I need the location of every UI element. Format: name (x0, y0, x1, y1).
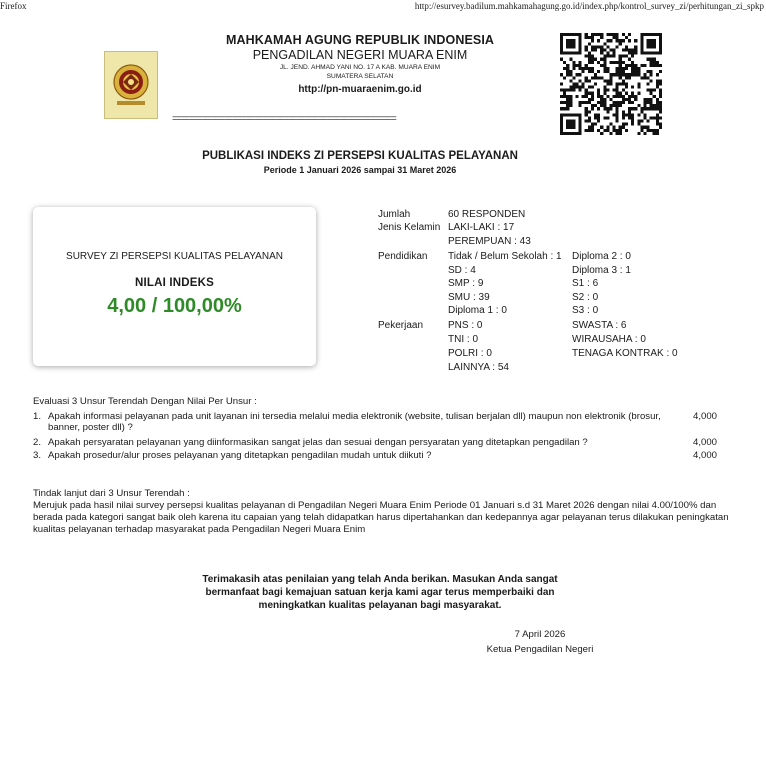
evaluation-question: Apakah prosedur/alur proses pelayanan yang ditetapkan pengadilan mudah untuk diikuti ? (48, 450, 432, 462)
signature-date: 7 April 2026 (514, 629, 566, 640)
gender-label: Jenis Kelamin (378, 222, 441, 233)
occupation-item: SWASTA : 6 (572, 320, 627, 331)
thanks-line: Terimakasih atas penilaian yang telah Anda berikan. Masukan Anda sangat (202, 574, 558, 585)
follow-up-section (33, 488, 733, 536)
thank-you-message (150, 573, 610, 612)
occupation-item: LAINNYA : 54 (448, 362, 509, 373)
evaluation-question: Apakah persyaratan pelayanan yang diinformasikan sangat jelas dan sesuai dengan persyaratan yang ditetapkan pengadilan ? (48, 436, 588, 448)
evaluation-item (33, 450, 733, 462)
education-item: SMP : 9 (448, 278, 484, 289)
evaluation-score: 4,000 (693, 450, 718, 462)
follow-up-heading: Tindak lanjut dari 3 Unsur Terendah : (33, 488, 190, 499)
occupation-item: TENAGA KONTRAK : 0 (572, 348, 678, 359)
jumlah-label: Jumlah (378, 209, 411, 220)
report-title: PUBLIKASI INDEKS ZI PERSEPSI KUALITAS PELAYANAN (202, 150, 518, 162)
court-province: SUMATERA SELATAN (326, 73, 394, 80)
court-address: JL. JEND. AHMAD YANI NO. 17 A KAB. MUARA ENIM (279, 64, 441, 71)
court-website: http://pn-muaraenim.go.id (298, 84, 422, 95)
jumlah-value: 60 RESPONDEN (448, 209, 526, 220)
index-value: 4,00 / 100,00% (107, 295, 242, 317)
evaluation-number: 1. (33, 410, 42, 422)
signature-block (440, 627, 640, 657)
education-item: Diploma 1 : 0 (448, 305, 507, 316)
gender-female: PEREMPUAN : 43 (448, 236, 531, 247)
education-item: SMU : 39 (448, 292, 490, 303)
evaluation-question: Apakah informasi pelayanan pada unit layanan ini tersedia melalui media elektronik (website, tulisan berjalan dll) maupun non elektronik (brosur, banner, poster dll) ? (48, 410, 661, 434)
thanks-line: meningkatkan kualitas pelayanan bagi masyarakat. (258, 600, 502, 611)
institution-name: MAHKAMAH AGUNG REPUBLIK INDONESIA (225, 33, 495, 47)
letterhead-divider: ==================================================== (172, 114, 396, 124)
evaluation-item (33, 437, 733, 449)
occupation-item: TNI : 0 (448, 334, 479, 345)
evaluation-score: 4,000 (693, 410, 718, 422)
education-item: S3 : 0 (572, 305, 599, 316)
gender-male: LAKI-LAKI : 17 (448, 222, 515, 233)
report-period: Periode 1 Januari 2026 sampai 31 Maret 2026 (263, 165, 457, 175)
evaluation-number: 3. (33, 450, 42, 462)
occupation-item: WIRAUSAHA : 0 (572, 334, 646, 345)
occupation-item: PNS : 0 (448, 320, 483, 331)
lowest-elements-evaluation (33, 396, 733, 462)
occupation-item: POLRI : 0 (448, 348, 492, 359)
education-item: Diploma 3 : 1 (572, 265, 631, 276)
education-item: Tidak / Belum Sekolah : 1 (448, 251, 562, 262)
page-url: http://esurvey.badilum.mahkamahagung.go.id/index.php/kontrol_survey_zi/perhitungan_zi_spkp (414, 1, 764, 11)
browser-name: Firefox (0, 1, 27, 11)
education-item: S1 : 6 (572, 278, 599, 289)
evaluation-score: 4,000 (693, 436, 718, 448)
evaluation-heading: Evaluasi 3 Unsur Terendah Dengan Nilai Per Unsur : (33, 396, 257, 407)
evaluation-number: 2. (33, 436, 42, 448)
education-item: SD : 4 (448, 265, 476, 276)
follow-up-body: Merujuk pada hasil nilai survey persepsi kualitas pelayanan di Pengadilan Negeri Muara Enim Periode 01 Januari s.d 31 Maret 2026 dengan nilai 4.00/100% dan berada pada kategori sangat baik oleh karena itu capaian yang telah didapatkan harus dipertahankan dan kedepannya agar pelayanan terus dilakukan peningkatan kualitas pelayanan terhadap masyarakat pada Pengadilan Negeri Muara Enim (33, 500, 729, 535)
survey-label: SURVEY ZI PERSEPSI KUALITAS PELAYANAN (66, 251, 283, 262)
occupation-label: Pekerjaan (378, 320, 424, 331)
index-label: NILAI INDEKS (134, 277, 215, 289)
evaluation-item (33, 411, 733, 434)
thanks-line: bermanfaat bagi kemajuan satuan kerja kami agar terus memperbaiki dan (205, 587, 555, 598)
education-label: Pendidikan (378, 251, 428, 262)
court-name: PENGADILAN NEGERI MUARA ENIM (252, 48, 468, 62)
education-item: S2 : 0 (572, 292, 599, 303)
education-item: Diploma 2 : 0 (572, 251, 631, 262)
signatory-title: Ketua Pengadilan Negeri (486, 644, 594, 655)
